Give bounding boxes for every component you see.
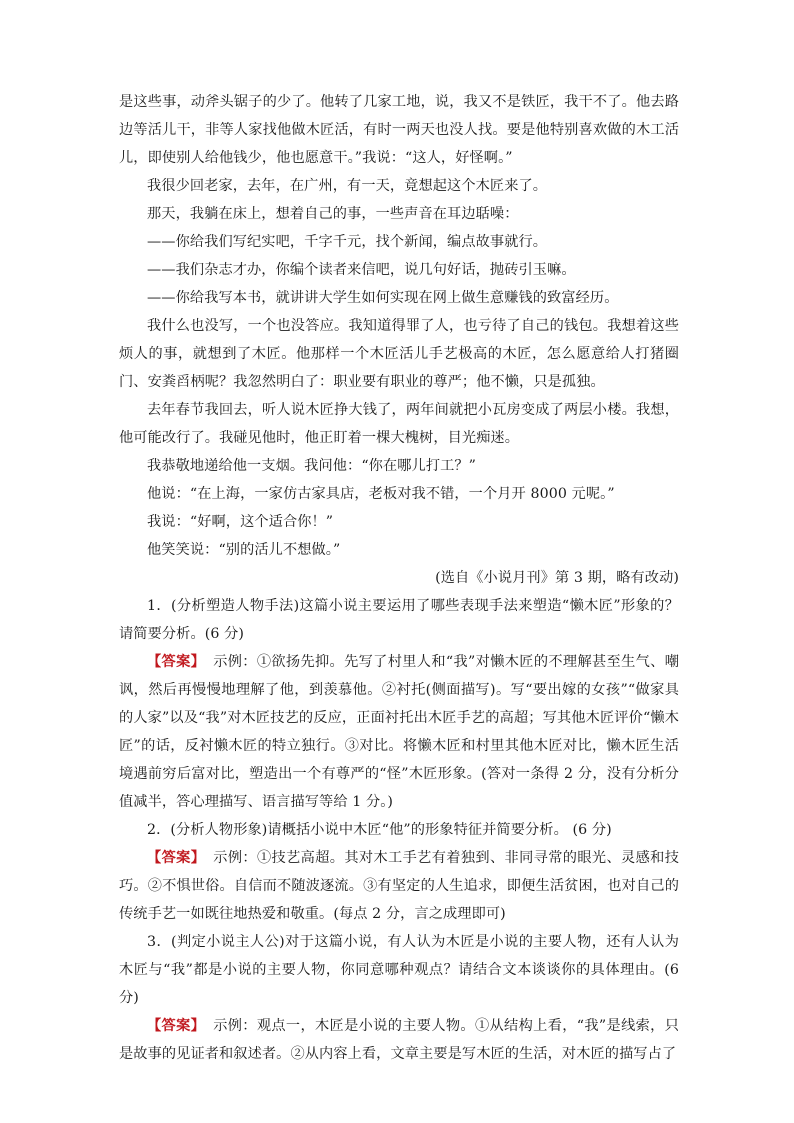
answer-text: 示例：观点一，木匠是小说的主要人物。①从结构上看，“我”是线索，只是故事的见证者和叙述者。②从内容上看，文章主要是写木匠的生活，对木匠的描写占了 — [119, 1018, 680, 1062]
paragraph: 那天，我躺在床上，想着自己的事，一些声音在耳边聒噪： — [147, 206, 519, 222]
paragraph: ——你给我们写纪实吧，千字千元，找个新闻，编点故事就行。 — [147, 234, 548, 250]
answer-3 — [119, 1012, 679, 1068]
paragraph: 他笑笑说：“别的活儿不想做。” — [147, 542, 341, 558]
question-2: 2．(分析人物形象)请概括小说中木匠“他”的形象特征并简要分析。 (6 分) — [147, 822, 612, 838]
paragraph: 我说：“好啊，这个适合你！” — [147, 514, 334, 530]
question-1: 1．(分析塑造人物手法)这篇小说主要运用了哪些表现手法来塑造“懒木匠”形象的？请简要分析。(6 分) — [119, 598, 679, 642]
answer-tag: 【答案】 — [147, 1018, 206, 1034]
answer-text: 示例：①技艺高超。其对木工手艺有着独到、非同寻常的眼光、灵感和技巧。②不惧世俗。自信而不随波逐流。③有坚定的人生追求，即便生活贫困，也对自己的传统手艺一如既往地热爱和敬重。(每点 2 分，言之成理即可) — [119, 850, 680, 922]
paragraph-continued: 是这些事，动斧头锯子的少了。他转了几家工地，说，我又不是铁匠，我干不了。他去路边等活儿干，非等人家找他做木匠活，有时一两天也没人找。要是他特别喜欢做的木工活儿，即使别人给他钱少，他也愿意干。”我说：“这人，好怪啊。” — [119, 94, 679, 166]
answer-1 — [119, 648, 679, 816]
question-3: 3．(判定小说主人公)对于这篇小说，有人认为木匠是小说的主要人物，还有人认为木匠与“我”都是小说的主要人物，你同意哪种观点？请结合文本谈谈你的具体理由。(6 分) — [119, 934, 679, 1006]
answer-text: 示例：①欲扬先抑。先写了村里人和“我”对懒木匠的不理解甚至生气、嘲讽，然后再慢慢地理解了他，到羡慕他。②衬托(侧面描写)。写“要出嫁的女孩”“做家具的人家”以及“我”对木匠技艺的反应，正面衬托出木匠手艺的高超；写其他木匠评价“懒木匠”的话，反衬懒木匠的特立独行。③对比。将懒木匠和村里其他木匠对比，懒木匠生活境遇前穷后富对比，塑造出一个有尊严的“怪”木匠形象。(答对一条得 2 分，没有分析分值减半，答心理描写、语言描写等给 1 分。) — [119, 654, 680, 810]
source-citation: (选自《小说月刊》第 3 期，略有改动) — [435, 570, 679, 586]
paragraph: ——你给我写本书，就讲讲大学生如何实现在网上做生意赚钱的致富经历。 — [147, 290, 619, 306]
document-body — [119, 88, 679, 1068]
paragraph: 我很少回老家，去年，在广州，有一天，竟想起这个木匠来了。 — [147, 178, 548, 194]
paragraph: ——我们杂志才办，你编个读者来信吧，说几句好话，抛砖引玉嘛。 — [147, 262, 576, 278]
paragraph: 我什么也没写，一个也没答应。我知道得罪了人，也亏待了自己的钱包。我想着这些烦人的事，就想到了木匠。他那样一个木匠活儿手艺极高的木匠，怎么愿意给人打猪圈门、安粪舀柄呢？我忽然明白了：职业要有职业的尊严；他不懒，只是孤独。 — [119, 318, 679, 390]
paragraph: 我恭敬地递给他一支烟。我问他：“你在哪儿打工？” — [147, 458, 477, 474]
answer-tag: 【答案】 — [147, 850, 206, 866]
paragraph: 去年春节我回去，听人说木匠挣大钱了，两年间就把小瓦房变成了两层小楼。我想，他可能改行了。我碰见他时，他正盯着一棵大槐树，目光痴迷。 — [119, 402, 679, 446]
paragraph: 他说：“在上海，一家仿古家具店，老板对我不错，一个月开 8000 元呢。” — [147, 486, 615, 502]
answer-tag: 【答案】 — [147, 654, 206, 670]
answer-2 — [119, 844, 679, 928]
